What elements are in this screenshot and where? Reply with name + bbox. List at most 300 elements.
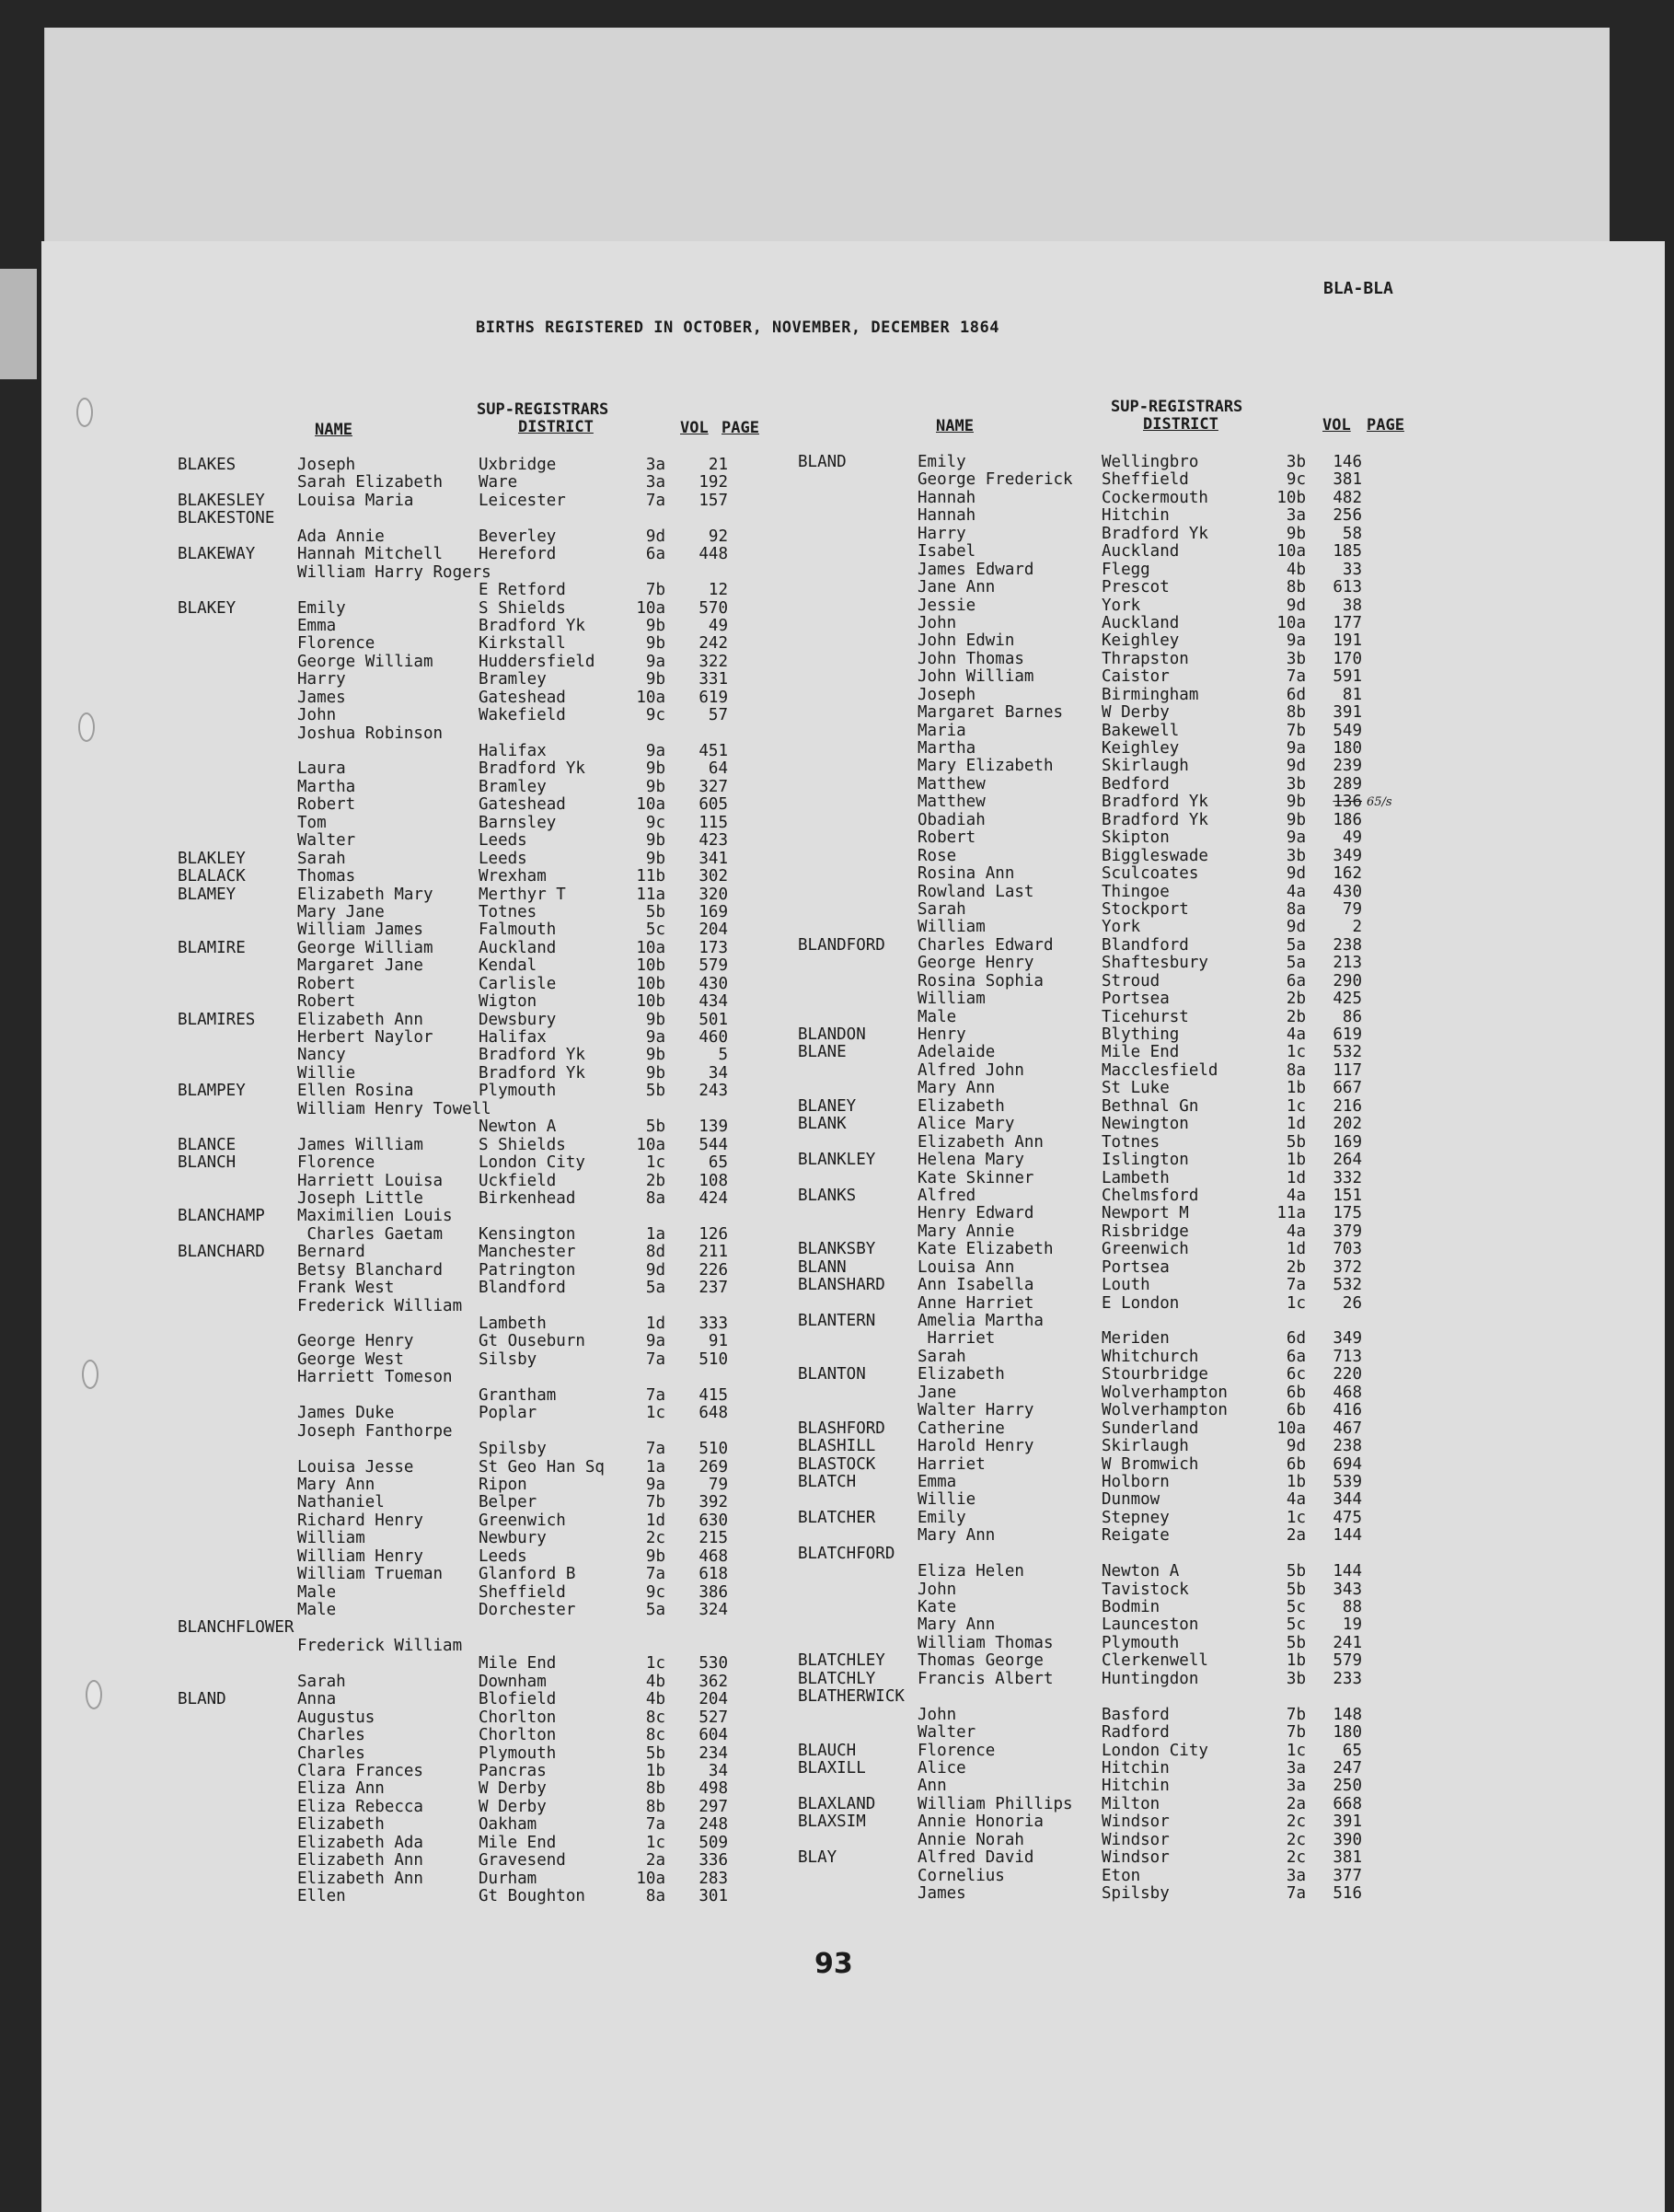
district: Blofield [479, 1690, 557, 1709]
district: Uxbridge [479, 456, 557, 474]
register-entry [178, 1888, 739, 1905]
district: Lambeth [479, 1314, 547, 1333]
forenames: Martha [918, 739, 976, 758]
surname: BLAMEY [178, 885, 237, 904]
district: Blandford [479, 1279, 566, 1298]
register-entry [178, 474, 739, 492]
volume: 10a [636, 795, 665, 815]
register-entry [178, 1387, 739, 1405]
district: Bradford Yk [479, 759, 585, 779]
page-number: 93 [814, 1948, 853, 1980]
register-entry [798, 1868, 1387, 1885]
volume: 2a [1286, 1794, 1306, 1813]
register-entry [798, 579, 1387, 596]
volume: 6d [1286, 1329, 1306, 1349]
forenames: Anne Harriet [918, 1293, 1034, 1313]
register-entry [798, 471, 1387, 489]
forenames: Emma [297, 616, 337, 635]
district: Leicester [479, 491, 566, 510]
page-ref: 215 [698, 1529, 728, 1548]
district: Greenwich [1102, 1240, 1189, 1259]
page-ref: 136 [1333, 793, 1362, 812]
register-entry [178, 886, 739, 904]
register-entry [798, 1026, 1387, 1044]
forenames: Sarah [918, 899, 966, 919]
district: Hitchin [1102, 1758, 1170, 1778]
surname: BLANKS [798, 1186, 857, 1205]
forenames: Anna [297, 1690, 337, 1709]
register-entry [798, 812, 1387, 829]
district: Eton [1102, 1866, 1141, 1885]
district: Stourbridge [1102, 1365, 1208, 1384]
register-entry [798, 507, 1387, 525]
district: Skirlaugh [1102, 757, 1189, 776]
forenames: Kate [918, 1598, 957, 1616]
volume: 3a [645, 473, 665, 492]
district: Sheffield [479, 1582, 566, 1602]
district: Clerkenwell [1102, 1651, 1208, 1671]
forenames: Elizabeth [297, 1815, 385, 1835]
district: Totnes [479, 902, 537, 921]
district: Beverley [479, 527, 557, 546]
forenames: Catherine [918, 1419, 1005, 1438]
surname: BLATHERWICK [798, 1687, 905, 1707]
register-entry [798, 1778, 1387, 1795]
district: Chelmsford [1102, 1186, 1199, 1205]
forenames: Ellen [297, 1887, 346, 1905]
surname: BLANEY [798, 1096, 857, 1116]
district: Bradford Yk [479, 1046, 585, 1065]
page-ref: 169 [698, 902, 728, 921]
forenames: John William [918, 667, 1034, 687]
volume: 1c [1286, 1096, 1306, 1116]
volume: 7a [645, 491, 665, 510]
district: Launceston [1102, 1616, 1199, 1635]
register-entry [798, 1223, 1387, 1241]
register-entry [178, 1441, 739, 1458]
register-entry [178, 921, 739, 939]
district: Bradford Yk [1102, 793, 1208, 812]
register-entry [178, 1512, 739, 1530]
volume: 5a [1286, 935, 1306, 955]
forenames: Bernard [297, 1243, 365, 1262]
volume: 4a [1286, 1490, 1306, 1510]
volume: 9b [645, 1546, 665, 1566]
volume: 3a [645, 456, 665, 474]
register-entry [178, 957, 739, 975]
volume: 9b [1286, 524, 1306, 543]
register-entry [178, 1763, 739, 1780]
district: W Bromwich [1102, 1454, 1199, 1474]
volume: 8c [645, 1708, 665, 1727]
forenames: Robert [297, 795, 356, 815]
page-ref: 381 [1333, 1848, 1362, 1868]
district: Grantham [479, 1385, 557, 1405]
register-entry [178, 1298, 739, 1315]
page-ref: 605 [698, 795, 728, 815]
page-ref: 619 [698, 688, 728, 707]
forenames: Frederick William [297, 1636, 463, 1655]
volume: 2b [645, 1171, 665, 1190]
district: St Geo Han Sq [479, 1457, 605, 1477]
page-ref: 162 [1333, 864, 1362, 884]
page-ref: 579 [698, 956, 728, 976]
register-entry [798, 1152, 1387, 1169]
register-entry [178, 976, 739, 993]
volume: 8a [645, 1887, 665, 1905]
page-ref: 146 [1333, 453, 1362, 471]
page-ref: 430 [698, 974, 728, 993]
volume: 7b [1286, 721, 1306, 740]
forenames: Walter [918, 1723, 976, 1743]
page-ref: 250 [1333, 1777, 1362, 1796]
forenames: Jane [918, 1383, 957, 1402]
forenames: Herbert Naylor [297, 1028, 433, 1047]
register-entry [798, 562, 1387, 579]
forenames: Walter [297, 831, 356, 851]
forenames: William Henry Towell [297, 1099, 491, 1118]
surname: BLAMPEY [178, 1082, 246, 1101]
forenames: Florence [297, 634, 375, 654]
volume: 10a [636, 938, 665, 957]
forenames: Harriett Tomeson [297, 1368, 453, 1387]
surname: BLANCHFLOWER [178, 1618, 294, 1638]
surname: BLANCHARD [178, 1243, 265, 1262]
page-ref: 341 [698, 849, 728, 868]
page-ref: 65 [708, 1153, 728, 1173]
register-entry [798, 1384, 1387, 1402]
page-ref: 49 [708, 616, 728, 635]
forenames: Louisa Jesse [297, 1457, 414, 1477]
surname: BLANKLEY [798, 1151, 876, 1170]
register-entry [798, 597, 1387, 615]
volume: 10a [636, 598, 665, 618]
register-entry [798, 543, 1387, 561]
forenames: Mary Ann [297, 1475, 375, 1494]
district: Birmingham [1102, 685, 1199, 704]
district: Wolverhampton [1102, 1383, 1228, 1402]
surname: BLANDON [798, 1025, 866, 1044]
forenames: Alice Mary [918, 1115, 1015, 1134]
register-entry [178, 796, 739, 814]
forenames: William Trueman [297, 1565, 444, 1584]
district: Oakham [479, 1815, 537, 1835]
district: Pancras [479, 1761, 547, 1780]
register-entry [798, 632, 1387, 650]
district: W Derby [479, 1797, 547, 1816]
forenames: Harriet [918, 1329, 996, 1349]
page-ref: 169 [1333, 1132, 1362, 1152]
volume: 10a [636, 1135, 665, 1154]
page-title: BIRTHS REGISTERED IN OCTOBER, NOVEMBER, DECEMBER 1864 [476, 318, 999, 337]
volume: 1c [645, 1833, 665, 1852]
volume: 6d [1286, 685, 1306, 704]
page-ref: 216 [1333, 1096, 1362, 1116]
page-ref: 509 [698, 1833, 728, 1852]
district: Keighley [1102, 739, 1180, 758]
volume: 2b [1286, 1257, 1306, 1277]
page-column-header: PAGE [1367, 416, 1404, 434]
register-entry [178, 1619, 739, 1637]
page-ref: 202 [1333, 1115, 1362, 1134]
page-ref: 532 [1333, 1043, 1362, 1062]
register-entry [178, 1244, 739, 1261]
page-ref: 468 [1333, 1383, 1362, 1402]
register-entry [178, 993, 739, 1011]
forenames: Thomas [297, 867, 356, 886]
forenames: George Henry [918, 954, 1034, 973]
register-entry [178, 1745, 739, 1763]
volume: 4b [1286, 560, 1306, 579]
district: Mile End [479, 1654, 557, 1673]
name-column-header: NAME [315, 421, 352, 439]
register-entry [178, 1477, 739, 1494]
volume: 4a [1286, 1186, 1306, 1205]
surname: BLAKES [178, 456, 237, 474]
page-ref: 185 [1333, 542, 1362, 562]
district-column-header-top: SUP-REGISTRARS [1111, 398, 1243, 416]
surname: BLAXILL [798, 1758, 866, 1778]
volume: 4b [645, 1672, 665, 1691]
district: Hereford [479, 545, 557, 564]
volume: 3a [1286, 1777, 1306, 1796]
forenames: Florence [297, 1153, 375, 1173]
district: Portsea [1102, 1257, 1170, 1277]
page-ref: 510 [698, 1440, 728, 1459]
forenames: William [297, 1529, 365, 1548]
surname: BLATCHFORD [798, 1544, 895, 1563]
page-ref: 451 [698, 742, 728, 760]
page-ref: 381 [1333, 470, 1362, 490]
forenames: Elizabeth Ann [297, 1010, 423, 1029]
forenames: Rowland Last [918, 882, 1034, 901]
volume: 3a [1286, 1866, 1306, 1885]
page-ref: 177 [1333, 613, 1362, 632]
forenames: Kate Skinner [918, 1168, 1034, 1187]
district: Halifax [479, 742, 547, 760]
district: Ticehurst [1102, 1007, 1189, 1026]
forenames: Hannah [918, 506, 976, 526]
forenames: George William [297, 652, 433, 671]
forenames: Joseph [918, 685, 976, 704]
district: S Shields [479, 1135, 566, 1154]
register-entry [178, 1137, 739, 1154]
volume: 5b [645, 902, 665, 921]
page-ref: 108 [698, 1171, 728, 1190]
page-ref: 424 [698, 1188, 728, 1208]
register-entry [798, 1330, 1387, 1348]
forenames: Elizabeth Ann [918, 1132, 1044, 1152]
volume: 2c [645, 1529, 665, 1548]
district: Totnes [1102, 1132, 1160, 1152]
page-ref: 191 [1333, 631, 1362, 651]
page-ref: 289 [1333, 774, 1362, 793]
volume: 9a [645, 1475, 665, 1494]
volume: 5b [1286, 1132, 1306, 1152]
district: Hitchin [1102, 1777, 1170, 1796]
punch-hole [78, 712, 95, 742]
page-ref: 238 [1333, 1437, 1362, 1456]
page-ref: 117 [1333, 1060, 1362, 1080]
volume: 5b [645, 1082, 665, 1101]
right-entries-column [798, 453, 1392, 1903]
register-entry [798, 901, 1387, 919]
register-entry [798, 1295, 1387, 1313]
forenames: Henry [918, 1025, 966, 1044]
volume: 7a [645, 1815, 665, 1835]
volume: 3b [1286, 453, 1306, 471]
district: E Retford [479, 581, 566, 600]
volume: 5a [645, 1601, 665, 1619]
district: Newbury [479, 1529, 547, 1548]
register-entry [178, 1333, 739, 1350]
register-entry [178, 1566, 739, 1583]
volume: 10a [1276, 1419, 1306, 1438]
page-ref: 34 [708, 1761, 728, 1780]
volume: 11b [636, 867, 665, 886]
volume: 9d [1286, 1437, 1306, 1456]
volume: 6a [1286, 1347, 1306, 1366]
district: Plymouth [479, 1082, 557, 1101]
register-entry [798, 1760, 1387, 1778]
district: Cockermouth [1102, 488, 1208, 507]
surname: BLAMIRES [178, 1010, 256, 1029]
volume: 3b [1286, 846, 1306, 865]
page-ref: 126 [698, 1224, 728, 1244]
register-entry [798, 1688, 1387, 1706]
forenames: Harriett Louisa [297, 1171, 444, 1190]
page-ref: 5 [718, 1046, 728, 1065]
register-entry [798, 1080, 1387, 1097]
volume: 2b [1286, 990, 1306, 1009]
register-entry [798, 704, 1387, 722]
volume: 1b [645, 1761, 665, 1780]
district: York [1102, 596, 1141, 615]
volume: 6b [1286, 1401, 1306, 1420]
district: Spilsby [479, 1440, 547, 1459]
surname: BLANCH [178, 1153, 237, 1173]
forenames: Annie Norah [918, 1830, 1024, 1849]
register-entry [798, 454, 1387, 471]
register-entry [178, 671, 739, 689]
district: Newport M [1102, 1204, 1189, 1223]
forenames: James Duke [297, 1404, 395, 1423]
register-entry [798, 1671, 1387, 1688]
page-ref: 392 [698, 1493, 728, 1512]
volume: 8d [645, 1243, 665, 1262]
page-ref: 379 [1333, 1222, 1362, 1241]
register-entry [178, 851, 739, 868]
register-entry [178, 1118, 739, 1136]
volume: 9b [645, 634, 665, 654]
forenames: Mary Ann [918, 1616, 996, 1635]
district: Bramley [479, 777, 547, 796]
forenames: Thomas George [918, 1651, 1044, 1671]
forenames: Obadiah [918, 810, 986, 829]
volume: 9d [1286, 864, 1306, 884]
volume: 1c [645, 1654, 665, 1673]
district: Gateshead [479, 688, 566, 707]
register-entry [178, 1315, 739, 1333]
volume: 1b [1286, 1472, 1306, 1491]
volume: 9b [1286, 793, 1306, 812]
surname: BLATCH [798, 1472, 857, 1491]
volume: 1c [1286, 1741, 1306, 1760]
forenames: Kate Elizabeth [918, 1240, 1054, 1259]
page-ref: 619 [1333, 1025, 1362, 1044]
register-entry [178, 1691, 739, 1708]
forenames: Elizabeth Ann [297, 1851, 423, 1870]
page-ref: 88 [1342, 1598, 1362, 1616]
register-entry [178, 1709, 739, 1727]
volume: 8a [645, 1188, 665, 1208]
volume: 5c [645, 921, 665, 940]
page-ref: 2 [1352, 918, 1362, 937]
page-ref: 498 [698, 1779, 728, 1799]
volume: 2b [1286, 1007, 1306, 1026]
volume: 7a [1286, 667, 1306, 687]
page-ref: 49 [1342, 828, 1362, 848]
page-ref: 510 [698, 1349, 728, 1369]
register-entry [798, 1205, 1387, 1222]
page-ref: 211 [698, 1243, 728, 1262]
page-ref: 237 [698, 1279, 728, 1298]
district: Kensington [479, 1224, 576, 1244]
register-entry [178, 546, 739, 563]
volume: 9b [645, 849, 665, 868]
page-ref: 248 [698, 1815, 728, 1835]
surname: BLATCHLEY [798, 1651, 885, 1671]
name-column-header: NAME [936, 417, 974, 435]
forenames: Henry Edward [918, 1204, 1034, 1223]
district: Blything [1102, 1025, 1180, 1044]
volume: 9a [645, 1332, 665, 1351]
forenames: Elizabeth [918, 1365, 1005, 1384]
district: Glanford B [479, 1565, 576, 1584]
page-ref: 322 [698, 652, 728, 671]
surname: BLASHILL [798, 1437, 876, 1456]
forenames: Emily [918, 453, 966, 471]
district: Bradford Yk [1102, 524, 1208, 543]
district: E London [1102, 1293, 1180, 1313]
left-entries-column [178, 457, 739, 1905]
volume: 1b [1286, 1651, 1306, 1671]
forenames: Sarah [297, 1672, 346, 1691]
volume: 8c [645, 1726, 665, 1745]
district: Merthyr T [479, 885, 566, 904]
forenames: Ann [918, 1777, 947, 1796]
register-entry [178, 510, 739, 527]
forenames: Eliza Helen [918, 1562, 1024, 1581]
volume: 10b [636, 974, 665, 993]
volume: 9b [645, 831, 665, 851]
district: Macclesfield [1102, 1060, 1218, 1080]
register-entry [798, 1456, 1387, 1474]
volume: 9a [645, 1028, 665, 1047]
register-entry [798, 1652, 1387, 1670]
page-ref: 530 [698, 1654, 728, 1673]
forenames: Martha [297, 777, 356, 796]
volume: 9c [645, 813, 665, 832]
forenames: Male [918, 1007, 957, 1026]
volume: 8b [645, 1797, 665, 1816]
district: Stepney [1102, 1508, 1170, 1527]
volume: 1d [1286, 1240, 1306, 1259]
register-entry [798, 1277, 1387, 1294]
page-ref: 242 [698, 634, 728, 654]
forenames: Rose [918, 846, 957, 865]
page-ref: 64 [708, 759, 728, 779]
